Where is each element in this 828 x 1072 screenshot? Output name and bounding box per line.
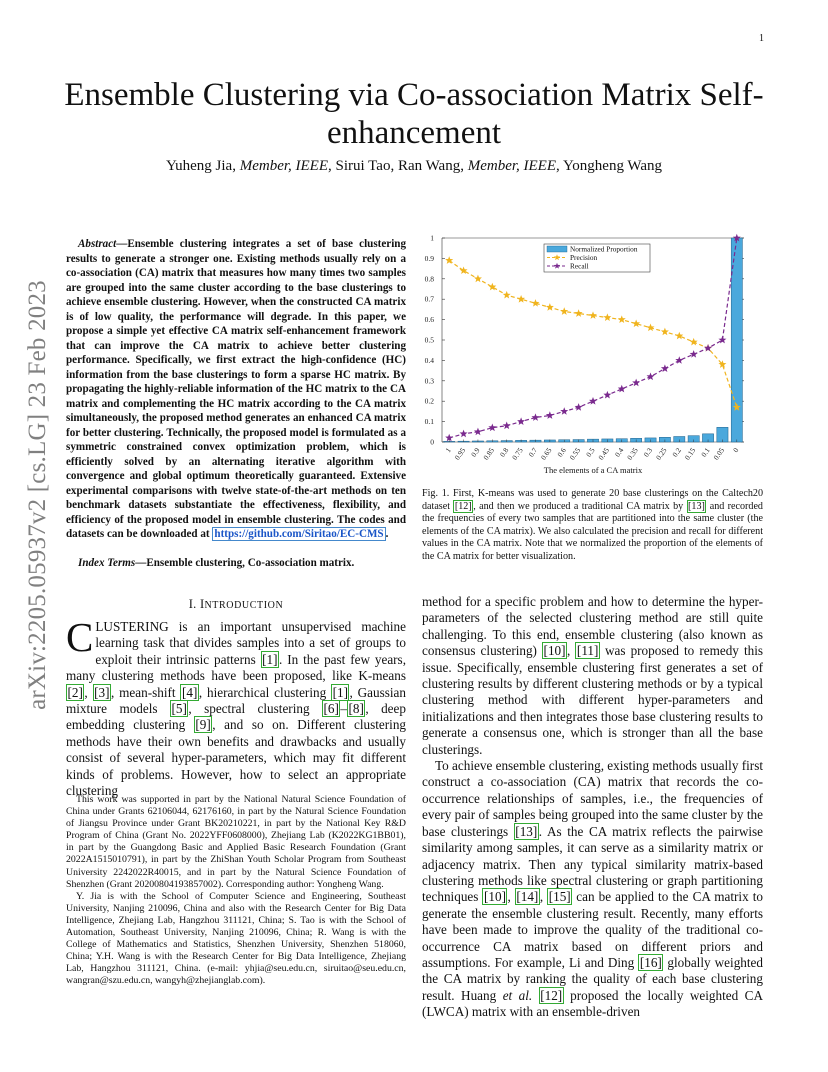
legend-label: Precision: [570, 253, 598, 262]
intro-paragraph: CLUSTERING is an important unsupervised machine learning task that divides samples into a set of groups to exploit their intrinsic patterns [1] . In the past few years, many clustering methods have been proposed, like K-means [2] , [3] , mean-shift [4] , hierarchical clustering [1] , Gaussian mixture models [5] , spectral clustering [6] – [8] , deep embedding clustering [9] , and so on. Different clustering methods have their own benefits and drawbacks and usually consist of several hyper-parameters, which may fit different kinds of problems. However, how to select an appropriate clustering: [66, 614, 407, 799]
precision-marker: [589, 311, 597, 319]
x-tick-label: 0.1: [699, 445, 712, 459]
citation[interactable]: [6]: [323, 701, 339, 717]
citation[interactable]: [13]: [688, 500, 705, 512]
precision-marker: [575, 309, 583, 317]
x-tick-label: 0.4: [612, 445, 626, 459]
paragraph: method for a specific problem and how to determine the hyper-parameters of the selected clustering method are still quite challenging. To this end, ensemble clustering (also known as consensus clustering) [10] , [11] was proposed to remedy this issue. Specifically, ensemble clustering first generates a set of clustering results by different clustering methods or by a typical clustering method with different hyper-parameters and initializations and then integrates those base clustering results to generate a consensus one, which is stronger than all the base clusterings.: [422, 594, 764, 757]
citation[interactable]: [14]: [516, 889, 539, 905]
recall-marker: [517, 417, 525, 425]
citation[interactable]: [11]: [576, 643, 599, 659]
precision-marker: [618, 315, 626, 323]
citation[interactable]: [2]: [67, 684, 83, 700]
citation[interactable]: [10]: [483, 889, 506, 905]
y-tick-label: 0.8: [424, 274, 434, 284]
x-tick-label: 0.55: [567, 445, 583, 462]
x-tick-label: 0.8: [497, 445, 511, 459]
funding-note: This work was supported in part by the National Natural Science Foundation of China under Grants 62106044, 62176160, in part by the Natural Science Foundation of Jiangsu Province under Grant BK20210221, in part by the National Key R&D Program of China (Grant No. 2022YFF0608000), Zhejiang Lab (K2022KG1BB01), in part by the Guangdong Basic and Applied Basic Research Foundation (Grant 2022A1515010791), in part by the ZhiShan Youth Scholar Program from Southeast University 2242022R40015, and in part by the Natural Science Foundation of Shenzhen (Grant 20200804193857002). Corresponding author: Yongheng Wang.: [66, 794, 406, 890]
x-tick-label: 1: [443, 445, 453, 455]
citation[interactable]: [12]: [540, 987, 563, 1003]
y-tick-label: 0.3: [424, 376, 434, 386]
recall-marker: [618, 385, 626, 393]
precision-marker: [517, 295, 525, 303]
precision-marker: [675, 332, 683, 340]
precision-marker: [603, 313, 611, 321]
paper-title: Ensemble Clustering via Co-association Matrix Self-enhancement: [64, 77, 764, 151]
recall-marker: [488, 424, 496, 432]
citation[interactable]: [15]: [548, 889, 571, 905]
legend-label: Recall: [570, 261, 589, 271]
y-tick-label: 0.2: [424, 396, 434, 406]
recall-marker: [460, 430, 468, 438]
x-tick-label: 0.85: [481, 445, 496, 462]
precision-marker: [531, 299, 539, 307]
citation[interactable]: [1]: [262, 651, 278, 667]
x-tick-label: 0.75: [510, 445, 525, 462]
footnote: [66, 794, 406, 988]
precision-marker: [546, 303, 554, 311]
recall-marker: [704, 344, 712, 352]
x-tick-label: 0.45: [596, 445, 612, 462]
recall-marker: [575, 403, 583, 411]
x-tick-label: 0.5: [584, 445, 597, 459]
citation[interactable]: [13]: [515, 823, 538, 839]
author-line: Yuheng Jia, Member, IEEE, Sirui Tao, Ran Wang, Member, IEEE, Yongheng Wang: [165, 158, 663, 174]
precision-marker: [661, 328, 669, 336]
recall-marker: [632, 379, 640, 387]
y-tick-label: 0.5: [424, 335, 434, 345]
recall-marker: [560, 407, 568, 415]
citation[interactable]: [3]: [94, 684, 110, 700]
x-axis-label: The elements of a CA matrix: [543, 465, 643, 475]
recall-marker: [690, 350, 698, 358]
recall-marker: [589, 397, 597, 405]
recall-marker: [647, 373, 655, 381]
y-tick-label: 0.9: [424, 253, 434, 263]
paragraph: To achieve ensemble clustering, existing methods usually first construct a co-association (CA) matrix that records the co-occurrence relationships of samples, i.e., the frequencies of every pair of samples being grouped into the same cluster by the base clusterings [13] . As the CA matrix reflects the pairwise similarity among samples, it can serve as a similarity matrix or adjacency matrix. Then any typical similarity matrix-based clustering methods like spectral clustering or graph partitioning techniques [10] , [14] , [15] can be applied to the CA matrix to generate the ensemble clustering result. Recently, many efforts have been made to improve the quality of the traditional co-occurrence CA matrix based on different priors and assumptions. For example, Li and Ding [16] globally weighted the CA matrix by ranking the quality of each base clustering result. Huang et al. [12] proposed the locally weighted CA (LWCA) matrix with an ensemble-driven: [422, 758, 764, 1020]
x-tick-label: 0.2: [670, 445, 683, 459]
precision-marker: [647, 324, 655, 332]
citation[interactable]: [12]: [454, 500, 472, 512]
legend-swatch: [547, 246, 567, 252]
affiliation-note: Y. Jia is with the School of Computer Science and Engineering, Southeast University, Nanjing 210096, China and also with the Research Center for Big Data Intelligence, Zhejiang Lab, Hangzhou 311121, China; S. Tao is with the School of Automation, Southeast University, Nanjing 210096, China; R. Wang is with the College of Mathematics and Statistics, Shenzhen University, Shenzhen 518060, China; Y.H. Wang is with the Research Center for Big Data Intelligence, Zhejiang Lab, Hangzhou 311121, China. (e-mail: yhjia@seu.edu.cn, siruitao@seu.edu.cn, wangran@szu.edu.cn, wangyh@zhejianglab.com).: [66, 890, 406, 987]
x-tick-label: 0.05: [711, 445, 727, 462]
y-tick-label: 1: [430, 233, 434, 243]
index-terms: Index Terms—Ensemble clustering, Co-association matrix.: [78, 557, 355, 569]
recall-marker: [531, 413, 539, 421]
citation[interactable]: [9]: [195, 717, 211, 733]
precision-line: [449, 260, 737, 407]
figure-1-chart: [420, 230, 765, 480]
y-tick-label: 0.6: [424, 315, 434, 325]
precision-marker: [690, 338, 698, 346]
y-tick-label: 0.7: [424, 294, 434, 304]
recall-marker: [546, 411, 554, 419]
x-tick-label: 0.65: [538, 445, 554, 462]
x-tick-label: 0.9: [468, 445, 482, 459]
y-tick-label: 0: [430, 437, 434, 447]
x-tick-label: 0.95: [452, 445, 468, 462]
legend-label: Normalized Proportion: [570, 244, 638, 254]
y-tick-label: 0.1: [424, 417, 434, 427]
precision-marker: [632, 319, 640, 327]
abstract: Abstract—Ensemble clustering integrates a set of base clustering results to generate a stronger one. Existing methods usually rely on a co-association (CA) matrix that measures how many times two samples are grouped into the same cluster according to the base clusterings to achieve ensemble clustering. However, when the constructed CA matrix is of low quality, the performance will degrade. In this paper, we propose a simple yet effective CA matrix self-enhancement framework that can improve the CA matrix to achieve better clustering performance. Specifically, we first extract the high-confidence (HC) information from the base clusterings to form a sparse HC matrix. By propagating the highly-reliable information of the HC matrix to the CA matrix and complementing the HC matrix according to the CA matrix simultaneously, the proposed method generates an enhanced CA matrix for better clustering. Technically, the proposed model is formulated as a symmetric constrained convex optimization problem, which is efficiently solved by an alternating iterative algorithm with convergence and global optimum theoretically guaranteed. Extensive experimental comparisons with twelve state-of-the-art methods on ten benchmark datasets substantiate the effectiveness, flexibility, and efficiency of the proposed model in ensemble clustering. The codes and datasets can be downloaded at https://github.com/Siritao/EC-CMS .: [66, 238, 406, 540]
recall-marker: [474, 428, 482, 436]
x-tick-label: 0.25: [653, 445, 669, 462]
precision-marker: [474, 275, 482, 283]
recall-marker: [503, 421, 511, 429]
citation[interactable]: [5]: [171, 701, 187, 717]
figure-caption: Fig. 1. First, K-means was used to generate 20 base clusterings on the Caltech20 dataset [12] , and then we produced a traditional CA matrix by [13] and recorded the frequencies of every two samples that are partitioned into the same cluster (the elements of the CA matrix). We also calculated the precision and recall for different values in the CA matrix. Note that we normalized the proportion of the elements of the CA matrix for better visualization.: [422, 488, 763, 562]
code-link[interactable]: https://github.com/Siritao/EC-CMS: [214, 528, 384, 540]
citation[interactable]: [16]: [639, 954, 662, 970]
x-tick-label: 0: [730, 445, 741, 455]
x-tick-label: 0.15: [682, 445, 698, 462]
page-number: 1: [759, 33, 764, 44]
x-tick-label: 0.6: [555, 445, 568, 459]
precision-marker: [503, 291, 511, 299]
y-tick-label: 0.4: [424, 355, 434, 365]
arxiv-stamp: arXiv:2205.05937v2 [cs.LG] 23 Feb 2023: [24, 279, 51, 710]
right-column-text: [422, 594, 763, 1021]
x-tick-label: 0.7: [526, 445, 540, 459]
precision-marker: [560, 307, 568, 315]
citation[interactable]: [1]: [332, 684, 348, 700]
x-tick-label: 0.35: [625, 445, 640, 462]
citation[interactable]: [8]: [348, 701, 364, 717]
drop-cap: C: [66, 614, 94, 660]
recall-marker: [603, 391, 611, 399]
citation[interactable]: [4]: [181, 684, 198, 700]
citation[interactable]: [10]: [543, 643, 566, 659]
section-heading: I. INTRODUCTION: [188, 597, 284, 611]
x-tick-label: 0.3: [641, 445, 655, 459]
